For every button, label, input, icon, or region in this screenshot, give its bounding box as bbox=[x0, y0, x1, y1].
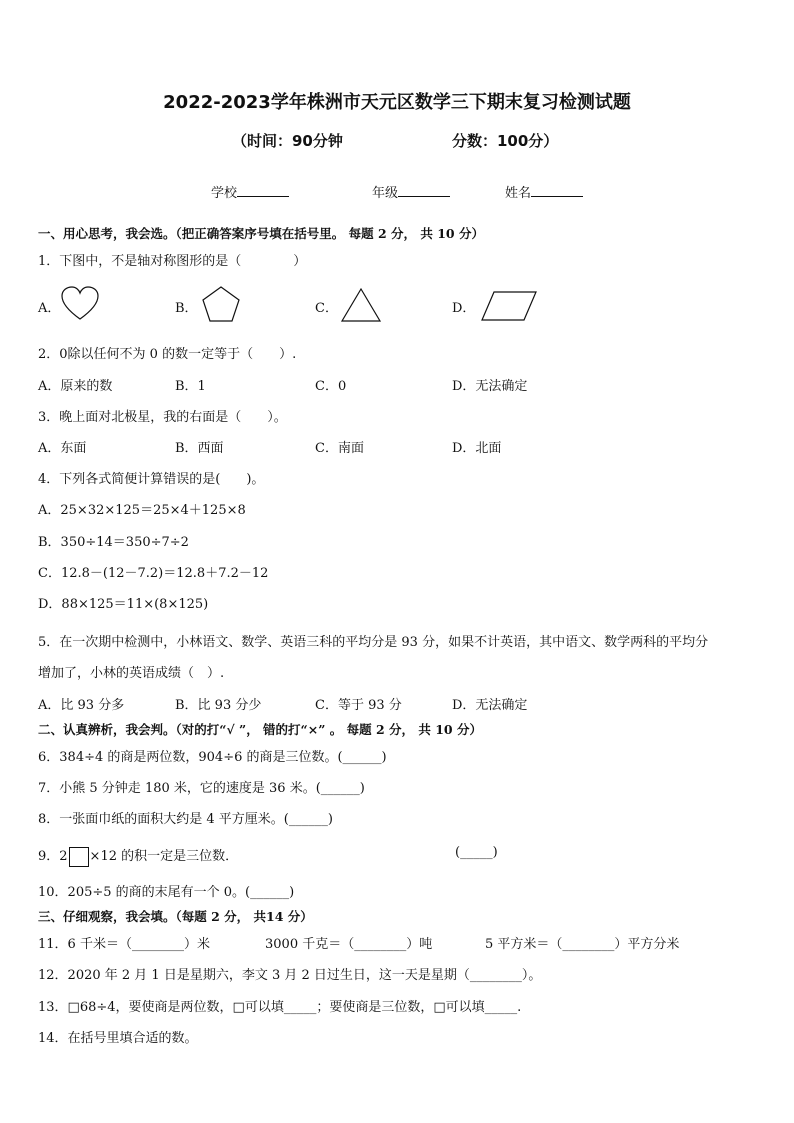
section-1-heading: 一、用心思考，我会选。（把正确答案序号填在括号里。 每题 2 分， 共 10 分） bbox=[38, 226, 484, 241]
q5-option-a: A．比 93 分多 bbox=[38, 698, 125, 713]
q1-option-d: D． bbox=[452, 301, 476, 316]
q3-option-c: C．南面 bbox=[315, 441, 364, 456]
question-11-part-3: 5 平方米＝（________）平方分米 bbox=[485, 937, 680, 952]
q3-option-b: B．西面 bbox=[175, 441, 224, 456]
q5-option-b: B．比 93 分少 bbox=[175, 698, 262, 713]
section-3-heading: 三、仔细观察，我会填。（每题 2 分， 共14 分） bbox=[38, 909, 313, 924]
q4-option-d: D．88×125＝11×(8×125) bbox=[38, 597, 209, 612]
exam-time: （时间：90分钟 bbox=[232, 132, 343, 150]
triangle-icon bbox=[340, 287, 382, 323]
question-1: 1．下图中，不是轴对称图形的是（ ） bbox=[38, 254, 307, 269]
grade-field[interactable] bbox=[372, 182, 450, 201]
q1-option-c: C． bbox=[315, 301, 338, 316]
name-field[interactable] bbox=[505, 182, 583, 201]
q3-option-d: D．北面 bbox=[452, 441, 502, 456]
parallelogram-icon bbox=[480, 290, 538, 322]
q2-option-b: B．1 bbox=[175, 379, 206, 394]
exam-score: 分数：100分） bbox=[452, 132, 559, 150]
question-13: 13．□68÷4，要使商是两位数，□可以填_____；要使商是三位数，□可以填_____. bbox=[38, 1000, 522, 1015]
pentagon-icon bbox=[201, 285, 241, 323]
question-11-part-2: 3000 千克＝（________）吨 bbox=[265, 937, 433, 952]
question-7: 7．小熊 5 分钟走 180 米，它的速度是 36 米。(______) bbox=[38, 781, 365, 796]
q4-option-c: C．12.8－(12－7.2)＝12.8＋7.2－12 bbox=[38, 566, 269, 581]
school-blank bbox=[237, 182, 289, 197]
q9-digit-box[interactable] bbox=[69, 847, 89, 867]
question-8: 8．一张面巾纸的面积大约是 4 平方厘米。(______) bbox=[38, 812, 333, 827]
question-14: 14．在括号里填合适的数。 bbox=[38, 1031, 198, 1046]
question-4: 4．下列各式简便计算错误的是( )。 bbox=[38, 472, 265, 487]
q5-option-c: C．等于 93 分 bbox=[315, 698, 402, 713]
question-3: 3．晚上面对北极星，我的右面是（ ）。 bbox=[38, 410, 287, 425]
question-12: 12．2020 年 2 月 1 日是星期六，李文 3 月 2 日过生日，这一天是星期（________）。 bbox=[38, 968, 542, 983]
question-2: 2．0除以任何不为 0 的数一定等于（ ）. bbox=[38, 347, 297, 362]
question-9 bbox=[38, 845, 238, 867]
question-5-line-1: 5．在一次期中检测中，小林语文、数学、英语三科的平均分是 93 分，如果不计英语，其中语文、数学两科的平均分 bbox=[38, 635, 709, 650]
question-10: 10．205÷5 的商的末尾有一个 0。(______) bbox=[38, 885, 295, 900]
school-label: 学校 bbox=[211, 186, 238, 201]
name-label: 姓名 bbox=[505, 186, 532, 201]
q2-option-a: A．原来的数 bbox=[38, 379, 113, 394]
q9-prefix: 9．2 bbox=[38, 849, 68, 864]
q1-option-b: B． bbox=[175, 301, 198, 316]
q9-suffix: ×12 的积一定是三位数． bbox=[89, 849, 239, 864]
question-6: 6．384÷4 的商是两位数，904÷6 的商是三位数。(______) bbox=[38, 750, 387, 765]
page-title: 2022-2023学年株洲市天元区数学三下期末复习检测试题 bbox=[163, 92, 631, 113]
grade-blank bbox=[398, 182, 450, 197]
question-11-part-1: 11．6 千米＝（________）米 bbox=[38, 937, 210, 952]
q2-option-c: C．0 bbox=[315, 379, 347, 394]
q5-option-d: D．无法确定 bbox=[452, 698, 528, 713]
name-blank bbox=[531, 182, 583, 197]
q9-answer-blank[interactable]: (_____) bbox=[455, 845, 498, 860]
section-2-heading: 二、认真辨析，我会判。（对的打“√ ”， 错的打“×” 。 每题 2 分， 共 10 分） bbox=[38, 722, 482, 737]
question-5-line-2: 增加了，小林的英语成绩（ ）. bbox=[38, 666, 225, 681]
school-field[interactable] bbox=[211, 182, 289, 201]
q1-option-a: A． bbox=[38, 301, 61, 316]
q3-option-a: A．东面 bbox=[38, 441, 87, 456]
heart-icon bbox=[60, 286, 100, 322]
grade-label: 年级 bbox=[372, 186, 399, 201]
q4-option-a: A．25×32×125＝25×4＋125×8 bbox=[38, 503, 246, 518]
q4-option-b: B．350÷14＝350÷7÷2 bbox=[38, 535, 189, 550]
q2-option-d: D．无法确定 bbox=[452, 379, 528, 394]
